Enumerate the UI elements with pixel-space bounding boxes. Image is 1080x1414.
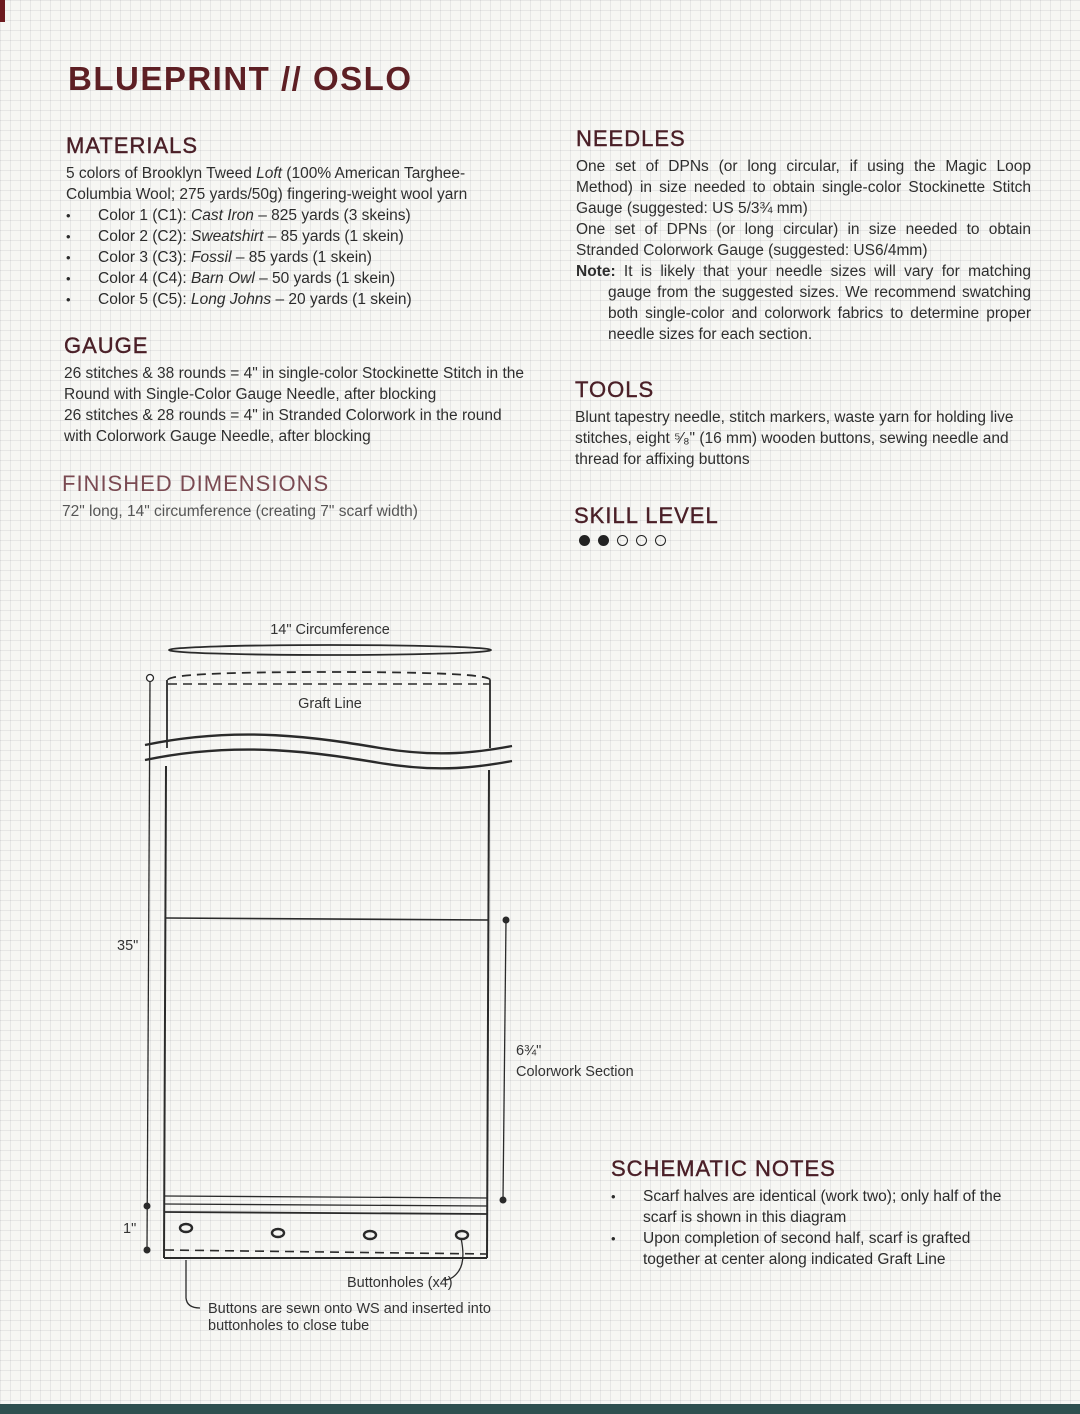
list-item [66,289,516,310]
materials-section [66,133,516,310]
color-label: Color 5 (C5): [98,291,192,308]
gauge-heading: GAUGE [64,333,149,358]
buttonhole [456,1231,468,1239]
gauge-line-1: 26 stitches & 38 rounds = 4" in single-color Stockinette Stitch in the Round with Single-Color Gauge Needle, after blocking [64,365,524,403]
buttonhole [364,1231,376,1239]
ribbing-line-2 [165,1212,488,1214]
needles-section [576,126,1031,345]
list-item [66,247,516,268]
skill-dot-filled [598,535,609,546]
buttonholes-label: Buttonholes (x4) [347,1275,453,1291]
color-amount: – 85 yards (1 skein) [231,249,372,266]
buttons-callout [186,1260,200,1308]
buttonhole [180,1224,192,1232]
bottom-dashed-edge [165,1250,487,1254]
color-amount: – 20 yards (1 skein) [271,291,412,308]
dimensions-text: 72" long, 14" circumference (creating 7" scarf width) [62,503,418,520]
colorwork-dimension-line [503,920,506,1200]
color-amount: – 825 yards (3 skeins) [253,207,411,224]
color-label: Color 3 (C3): [98,249,192,266]
gauge-section [64,333,524,447]
notes-list [611,1186,1011,1270]
gauge-line-2: 26 stitches & 28 rounds = 4" in Stranded Colorwork in the round with Colorwork Gauge Needle, after blocking [64,407,502,445]
needles-note [576,261,1031,345]
length-dimension-line [147,678,150,1250]
colorwork-top-line [166,918,489,920]
schematic-notes-section [611,1156,1011,1270]
ribbing-line-1 [165,1204,488,1206]
tools-text: Blunt tapestry needle, stitch markers, waste yarn for holding live stitches, eight ⁵⁄₈" (16 mm) wooden buttons, sewing needle and thread for affixing buttons [575,409,1014,468]
buttons-note-line-1: Buttons are sewn onto WS and inserted into [208,1301,491,1317]
note-label: Note: [576,263,616,280]
dimension-endpoint [503,917,510,924]
dimension-endpoint [144,1203,151,1210]
materials-intro-text: 5 colors of Brooklyn Tweed [66,165,257,182]
color-label: Color 2 (C2): [98,228,192,245]
note-text: It is likely that your needle sizes will vary for matching gauge from the suggested sizes. We recommend swatching both single-color and colorwork fabrics to determine proper needle sizes for each section. [608,263,1031,343]
needles-line-1: One set of DPNs (or long circular, if using the Magic Loop Method) in size needed to obtain single-color Stockinette Stitch Gauge (suggested: US 5/3¾ mm) [576,158,1031,217]
materials-intro [66,163,516,205]
tools-section [575,377,1015,470]
color-name: Barn Owl [191,270,255,287]
graft-line-top [168,672,490,680]
list-item [66,226,516,247]
dimension-endpoint [147,675,154,682]
buttonhole [272,1229,284,1237]
dimensions-section [62,471,522,522]
circumference-ellipse [169,645,491,655]
list-item [66,205,516,226]
color-label: Color 4 (C4): [98,270,192,287]
color-amount: – 85 yards (1 skein) [263,228,404,245]
colorwork-section-label: Colorwork Section [516,1064,634,1080]
list-item: • Scarf halves are identical (work two); only half of the scarf is shown in this diagram [611,1186,1011,1228]
list-item [66,268,516,289]
length-label: 35" [117,938,139,954]
scarf-left-edge [164,766,166,1258]
skill-dot-filled [579,535,590,546]
skill-dot-empty [655,535,666,546]
dimension-endpoint [500,1197,507,1204]
dimension-endpoint [144,1247,151,1254]
tools-heading: TOOLS [575,377,655,402]
color-list [66,205,516,310]
dimensions-heading: FINISHED DIMENSIONS [62,471,330,496]
graft-line-label: Graft Line [298,696,362,712]
skill-heading: SKILL LEVEL [574,503,719,528]
colorwork-size-label: 6¾" [516,1043,542,1059]
skill-level-dots [574,535,874,546]
color-name: Fossil [191,249,232,266]
list-item: • Upon completion of second half, scarf is grafted together at center along indicated Graft Line [611,1228,1011,1270]
scarf-right-edge [487,770,489,1258]
colorwork-bottom-line [165,1196,488,1198]
band-label: 1" [123,1221,137,1237]
color-name: Long Johns [191,291,272,308]
needles-line-2: One set of DPNs (or long circular) in size needed to obtain Stranded Colorwork Gauge (suggested: US6/4mm) [576,221,1031,259]
corner-mark [0,0,5,22]
skill-dot-empty [617,535,628,546]
materials-intro-rest: (100% American Targhee-Columbia Wool; 275 yards/50g) fingering-weight wool yarn [66,165,468,203]
skill-section [574,503,874,546]
page-edge [0,1404,1080,1414]
yarn-name: Loft [256,165,282,182]
color-amount: – 50 yards (1 skein) [254,270,396,287]
color-name: Cast Iron [191,207,254,224]
skill-dot-empty [636,535,647,546]
buttons-note-line-2: buttonholes to close tube [208,1318,370,1334]
circumference-label: 14" Circumference [270,622,390,638]
schematic-notes-heading: SCHEMATIC NOTES [611,1156,836,1181]
color-label: Color 1 (C1): [98,207,192,224]
materials-heading: MATERIALS [66,133,199,158]
needles-heading: NEEDLES [576,126,686,151]
color-name: Sweatshirt [191,228,264,245]
page-title: BLUEPRINT // OSLO [68,60,413,97]
